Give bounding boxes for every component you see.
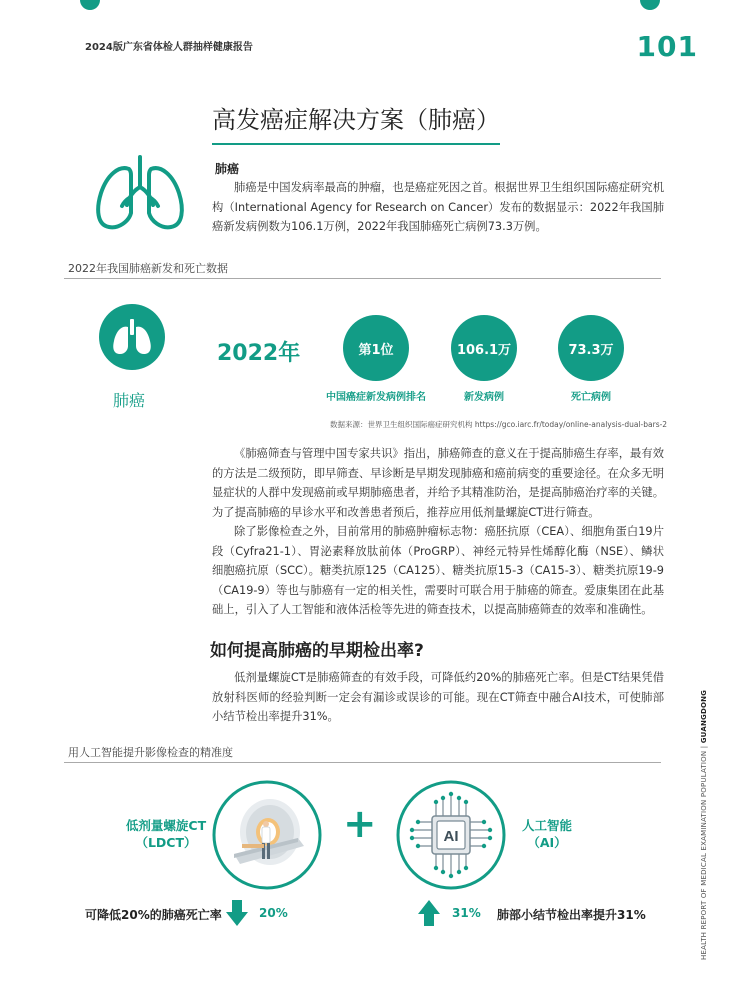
disease-name: 肺癌 xyxy=(113,391,146,410)
body-paragraph-1: 《肺癌筛查与管理中国专家共识》指出，肺癌筛查的意义在于提高肺癌生存率，最有效的方法是二级预防，即早筛查、早诊断是早期发现肺癌和癌前病变的重要途径。在众多无明显症状的人群中发现癌前或早期肺癌患者，并给予其精准防治，是提高肺癌治疗率的关键。为了提高肺癌的早诊水平和改善患者预后，推荐应用低剂量螺旋CT进行筛查。 xyxy=(212,447,664,519)
right-percent: 31% xyxy=(452,906,481,920)
section-heading: 如何提高肺癌的早期检出率? xyxy=(210,641,424,661)
page-number: 101 xyxy=(636,30,698,63)
ai-divider xyxy=(64,762,661,763)
report-title: 2024版广东省体检人群抽样健康报告 xyxy=(85,42,253,53)
ldct-label-line2: （LDCT） xyxy=(135,835,197,850)
arrow-up-icon xyxy=(418,900,440,926)
stats-divider xyxy=(64,278,661,279)
stat-rank-label: 中国癌症新发病例排名 xyxy=(326,392,426,403)
stats-section-label: 2022年我国肺癌新发和死亡数据 xyxy=(68,262,228,275)
data-source: 数据来源：世界卫生组织国际癌症研究机构 https://gco.iarc.fr/today/online-analysis-dual-bars-2 xyxy=(330,420,668,429)
stat-deaths-value: 73.3万 xyxy=(568,342,614,358)
stats-year: 2022年 xyxy=(217,341,301,366)
body-paragraph-2: 除了影像检查之外，目前常用的肺癌肿瘤标志物：癌胚抗原（CEA）、细胞角蛋白19片段（Cyfra21-1）、胃泌素释放肽前体（ProGRP）、神经元特异性烯醇化酶（NSE）、鳞状细胞癌抗原（SCC）。糖类抗原125（CA125）、糖类抗原15-3（CA15-3）、糖类抗原19-9（CA19-9）等也与肺癌有一定的相关性，需要时可联合用于肺癌的筛查。爱康集团在此基础上，引入了人工智能和液体活检等先进的筛查技术，以提高肺癌筛查的效率和准确性。 xyxy=(212,525,664,616)
ldct-label-line1: 低剂量螺旋CT xyxy=(125,818,207,833)
side-report-region: GUANGDONG xyxy=(700,689,708,744)
top-right-dot xyxy=(640,0,660,10)
intro-heading: 肺癌 xyxy=(215,162,240,176)
lungs-solid-icon xyxy=(110,317,154,357)
ct-scanner-illustration xyxy=(212,780,322,890)
right-result-text: 肺部小结节检出率提升31% xyxy=(497,908,646,922)
lungs-circle xyxy=(99,304,165,370)
page-title: 高发癌症解决方案（肺癌） xyxy=(212,100,500,145)
side-report-prefix: HEALTH REPORT OF MEDICAL EXAMINATION POPULATION | xyxy=(700,743,708,960)
top-left-dot xyxy=(80,0,100,10)
arrow-down-icon xyxy=(226,900,248,926)
ai-label-line1: 人工智能 xyxy=(521,818,572,833)
stat-new-cases-circle xyxy=(451,315,517,381)
stat-new-cases-value: 106.1万 xyxy=(456,342,512,358)
ai-chip-text: AI xyxy=(443,828,459,845)
section-paragraph: 低剂量螺旋CT是肺癌筛查的有效手段，可降低约20%的肺癌死亡率。但是CT结果凭借放射科医师的经验判断一定会有漏诊或误诊的可能。现在CT筛查中融合AI技术，可使肺部小结节检出率提升31%。 xyxy=(212,671,664,723)
left-percent: 20% xyxy=(259,906,288,920)
stat-deaths-circle xyxy=(558,315,624,381)
intro-paragraph: 肺癌是中国发病率最高的肿瘤，也是癌症死因之首。根据世界卫生组织国际癌症研究机构（International Agency for Research on Cancer）发布的数据显示：2022年我国肺癌新发病例数为106.1万例，2022年我国肺癌死亡病例73.3万例。 xyxy=(212,181,664,233)
stat-rank-value: 第1位 xyxy=(358,342,394,358)
side-report-text xyxy=(700,690,708,960)
stat-deaths-label: 死亡病例 xyxy=(571,392,611,403)
stat-rank-circle xyxy=(343,315,409,381)
ai-label-line2: （AI） xyxy=(527,835,567,850)
stat-new-cases-label: 新发病例 xyxy=(464,392,504,403)
ai-section-label: 用人工智能提升影像检查的精准度 xyxy=(68,746,233,759)
ai-label xyxy=(512,817,582,851)
plus-sign: + xyxy=(343,801,377,847)
lungs-icon xyxy=(93,153,188,233)
ai-chip-illustration xyxy=(396,780,506,890)
left-result-text: 可降低20%的肺癌死亡率 xyxy=(85,908,222,922)
ldct-label xyxy=(118,817,214,851)
